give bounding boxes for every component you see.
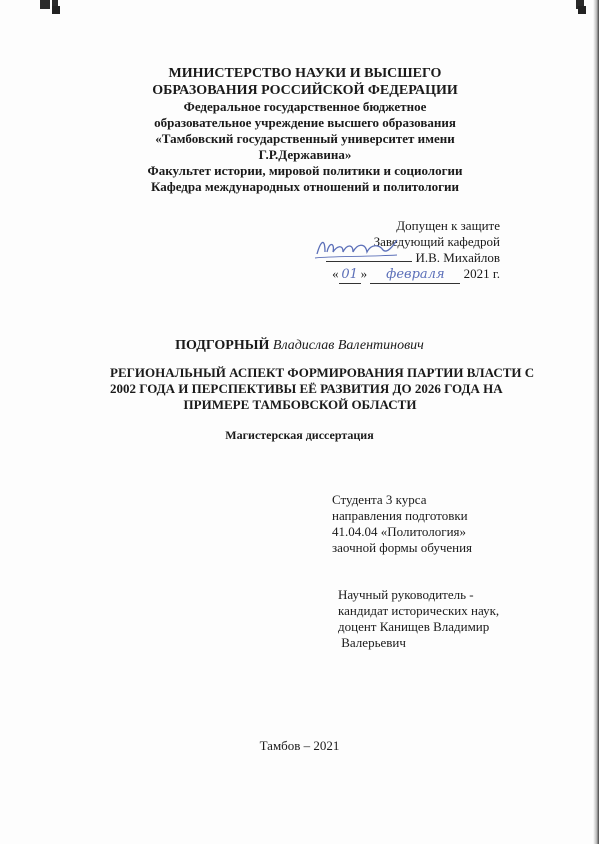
- city-year: Тамбов – 2021: [259, 738, 340, 753]
- institution-header: [100, 65, 510, 195]
- scan-mark: [578, 6, 586, 14]
- advisor-block: [338, 587, 499, 651]
- advisor-line: Научный руководитель -: [338, 587, 474, 602]
- scan-mark: [52, 6, 60, 14]
- scan-top-edge: [0, 0, 599, 10]
- header-line: Факультет истории, мировой политики и социологии: [147, 163, 463, 178]
- handwritten-signature: [313, 232, 399, 262]
- header-line: «Тамбовский государственный университет имени: [155, 131, 455, 146]
- student-line: Студента 3 курса: [332, 492, 427, 507]
- title-line: РЕГИОНАЛЬНЫЙ АСПЕКТ ФОРМИРОВАНИЯ ПАРТИИ ВЛАСТИ С: [110, 365, 535, 380]
- date-close-quote: »: [360, 266, 368, 281]
- header-line: Кафедра международных отношений и политологии: [150, 179, 460, 194]
- student-line: направления подготовки: [332, 508, 468, 523]
- approval-date: [300, 266, 500, 284]
- advisor-line: кандидат исторических наук,: [338, 603, 500, 618]
- student-block: [332, 492, 472, 556]
- head-name: И.В. Михайлов: [415, 250, 500, 265]
- title-line: ПРИМЕРЕ ТАМБОВСКОЙ ОБЛАСТИ: [183, 397, 417, 412]
- approval-line: Заведующий кафедрой: [373, 234, 500, 249]
- header-line: ОБРАЗОВАНИЯ РОССИЙСКОЙ ФЕДЕРАЦИИ: [152, 83, 458, 98]
- date-year: 2021 г.: [463, 266, 500, 281]
- advisor-line: Валерьевич: [338, 635, 406, 650]
- header-line: Г.Р.Державина»: [258, 147, 352, 162]
- date-day: 01: [341, 267, 358, 282]
- scan-right-edge: [593, 0, 599, 844]
- date-open-quote: «: [332, 266, 339, 281]
- author-surname: ПОДГОРНЫЙ: [175, 338, 270, 353]
- student-line: заочной формы обучения: [332, 540, 473, 555]
- header-line: МИНИСТЕРСТВО НАУКИ И ВЫСШЕГО: [168, 66, 442, 81]
- advisor-line: доцент Канищев Владимир: [338, 619, 490, 634]
- thesis-type: Магистерская диссертация: [225, 428, 374, 442]
- date-day-blank: [339, 266, 361, 284]
- approval-line: Допущен к защите: [396, 218, 500, 233]
- date-month: февраля: [386, 267, 445, 282]
- header-line: Федеральное государственное бюджетное: [183, 99, 427, 114]
- author-given-names: Владислав Валентинович: [272, 338, 424, 353]
- title-line: 2002 ГОДА И ПЕРСПЕКТИВЫ ЕЁ РАЗВИТИЯ ДО 2026 ГОДА НА: [110, 381, 503, 396]
- thesis-title: [110, 365, 535, 413]
- author-name: [0, 338, 599, 354]
- student-line: 41.04.04 «Политология»: [332, 524, 467, 539]
- header-line: образовательное учреждение высшего образования: [154, 115, 456, 130]
- date-month-blank: [370, 266, 460, 284]
